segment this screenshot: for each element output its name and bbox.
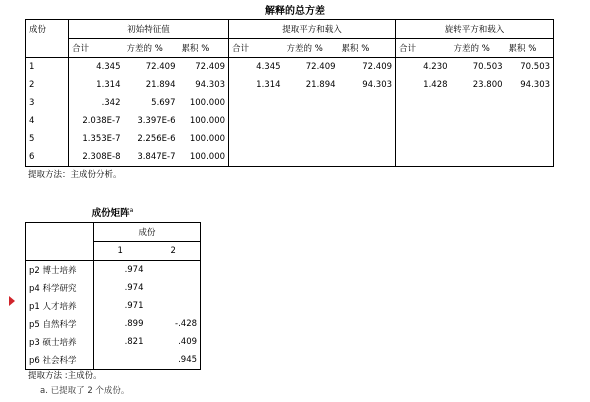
table-cell: 21.894 xyxy=(305,80,336,90)
matrix-corner xyxy=(26,223,94,242)
total-variance-table xyxy=(25,19,554,167)
matrix-table-footnote: a. 已提取了 2 个成份。 xyxy=(40,386,130,396)
table-row xyxy=(26,333,201,351)
table-cell: 4.345 xyxy=(229,58,284,77)
matrix-table-note: 提取方法 :主成份。 xyxy=(28,371,102,381)
table-cell xyxy=(506,130,554,148)
table-cell: 100.000 xyxy=(189,134,226,144)
table-cell: 2.256E-6 xyxy=(137,134,176,144)
table-cell xyxy=(284,148,339,167)
table-cell xyxy=(339,94,396,112)
table-row xyxy=(26,351,201,370)
component-header: 成份 xyxy=(29,25,47,36)
loading-cell xyxy=(147,297,201,315)
table-cell: 2.308E-8 xyxy=(69,148,124,167)
group-header-extraction: 提取平方和载入 xyxy=(229,20,396,39)
group-header-initial: 初始特征值 xyxy=(69,20,229,39)
sub-header: 方差的 % xyxy=(451,39,506,58)
loading-cell: .945 xyxy=(178,355,198,365)
table-cell xyxy=(506,112,554,130)
matrix-title-footnote-mark: a xyxy=(129,206,134,214)
table-cell xyxy=(339,130,396,148)
loading-cell xyxy=(147,261,201,280)
loading-cell: .974 xyxy=(94,261,147,280)
variable-label: p5 自然科学 xyxy=(29,320,77,330)
table-cell: 94.303 xyxy=(195,80,226,90)
component-number: 4 xyxy=(29,116,35,126)
loading-cell xyxy=(94,351,147,370)
table-cell xyxy=(284,112,339,130)
table-cell: 72.409 xyxy=(305,62,336,72)
table-cell xyxy=(229,130,284,148)
table-cell xyxy=(229,94,284,112)
table-cell: 3.397E-6 xyxy=(137,116,176,126)
component-matrix-table xyxy=(25,222,201,370)
table-cell xyxy=(451,94,506,112)
loading-cell: .821 xyxy=(94,333,147,351)
table-row xyxy=(26,76,554,94)
component-number: 5 xyxy=(29,134,35,144)
table-cell xyxy=(506,148,554,167)
table-row xyxy=(26,261,201,280)
header-spacer xyxy=(26,39,69,58)
sub-header: 方差的 % xyxy=(284,39,339,58)
table-cell xyxy=(396,148,451,167)
table-row xyxy=(26,94,554,112)
table-cell xyxy=(506,94,554,112)
table-cell: 70.503 xyxy=(472,62,503,72)
sub-header: 合计 xyxy=(396,39,451,58)
table-row xyxy=(26,130,554,148)
table-row xyxy=(26,58,554,77)
sub-header: 累积 % xyxy=(179,39,229,58)
table-cell xyxy=(229,112,284,130)
sub-header: 累积 % xyxy=(339,39,396,58)
table-cell: 1.314 xyxy=(229,76,284,94)
table-cell: 4.230 xyxy=(396,58,451,77)
component-number: 1 xyxy=(29,62,35,72)
table-cell: 72.409 xyxy=(195,62,226,72)
table-cell: 100.000 xyxy=(189,116,226,126)
table-cell: 21.894 xyxy=(145,80,176,90)
variable-label: p4 科学研究 xyxy=(29,284,77,294)
matrix-title-text: 成份矩阵 xyxy=(91,208,130,219)
table-cell: 1.314 xyxy=(69,76,124,94)
table-cell: 4.345 xyxy=(69,58,124,77)
matrix-column-header: 2 xyxy=(147,242,201,261)
table-cell xyxy=(451,112,506,130)
table-cell: 70.503 xyxy=(520,62,551,72)
variable-label: p3 硕士培养 xyxy=(29,338,77,348)
matrix-table-body xyxy=(26,261,201,370)
table-cell: 1.428 xyxy=(396,76,451,94)
matrix-component-header: 成份 xyxy=(94,223,201,242)
table-row xyxy=(26,112,554,130)
sub-header: 合计 xyxy=(229,39,284,58)
row-marker-icon xyxy=(9,296,15,306)
loading-cell xyxy=(147,279,201,297)
loading-cell: .409 xyxy=(178,337,198,347)
variance-table-title: 解释的总方差 xyxy=(265,6,325,17)
component-number: 2 xyxy=(29,80,35,90)
sub-header: 方差的 % xyxy=(124,39,179,58)
table-cell xyxy=(396,130,451,148)
table-cell xyxy=(284,94,339,112)
loading-cell: .971 xyxy=(94,297,147,315)
table-cell: 72.409 xyxy=(145,62,176,72)
group-header-rotation: 旋转平方和载入 xyxy=(396,20,554,39)
table-cell xyxy=(396,94,451,112)
table-cell: 94.303 xyxy=(362,80,393,90)
table-cell xyxy=(284,130,339,148)
sub-header: 累积 % xyxy=(506,39,554,58)
matrix-table-title xyxy=(25,205,200,219)
table-cell: 23.800 xyxy=(472,80,503,90)
variable-label: p2 博士培养 xyxy=(29,266,77,276)
table-cell: 1.353E-7 xyxy=(69,130,124,148)
table-cell: .342 xyxy=(69,94,124,112)
table-cell: 2.038E-7 xyxy=(69,112,124,130)
table-row xyxy=(26,315,201,333)
table-cell xyxy=(451,148,506,167)
sub-header: 合计 xyxy=(69,39,124,58)
table-cell xyxy=(229,148,284,167)
variable-label: p6 社会科学 xyxy=(29,356,77,366)
table-cell xyxy=(339,112,396,130)
loading-cell: .899 xyxy=(94,315,147,333)
table-cell xyxy=(451,130,506,148)
variance-table-note: 提取方法：主成份分析。 xyxy=(28,170,122,180)
component-number: 6 xyxy=(29,152,35,162)
table-row xyxy=(26,148,554,167)
table-cell: 3.847E-7 xyxy=(137,152,176,162)
loading-cell: .974 xyxy=(94,279,147,297)
loading-cell: -.428 xyxy=(175,319,198,329)
table-cell: 5.697 xyxy=(151,98,176,108)
table-cell xyxy=(339,148,396,167)
component-number: 3 xyxy=(29,98,35,108)
table-row xyxy=(26,279,201,297)
table-cell xyxy=(396,112,451,130)
matrix-corner xyxy=(26,242,94,261)
table-row xyxy=(26,297,201,315)
variable-label: p1 人才培养 xyxy=(29,302,77,312)
table-cell: 100.000 xyxy=(189,152,226,162)
variance-table-body xyxy=(26,58,554,167)
matrix-column-header: 1 xyxy=(94,242,147,261)
table-cell: 72.409 xyxy=(362,62,393,72)
table-cell: 94.303 xyxy=(520,80,551,90)
table-cell: 100.000 xyxy=(189,98,226,108)
